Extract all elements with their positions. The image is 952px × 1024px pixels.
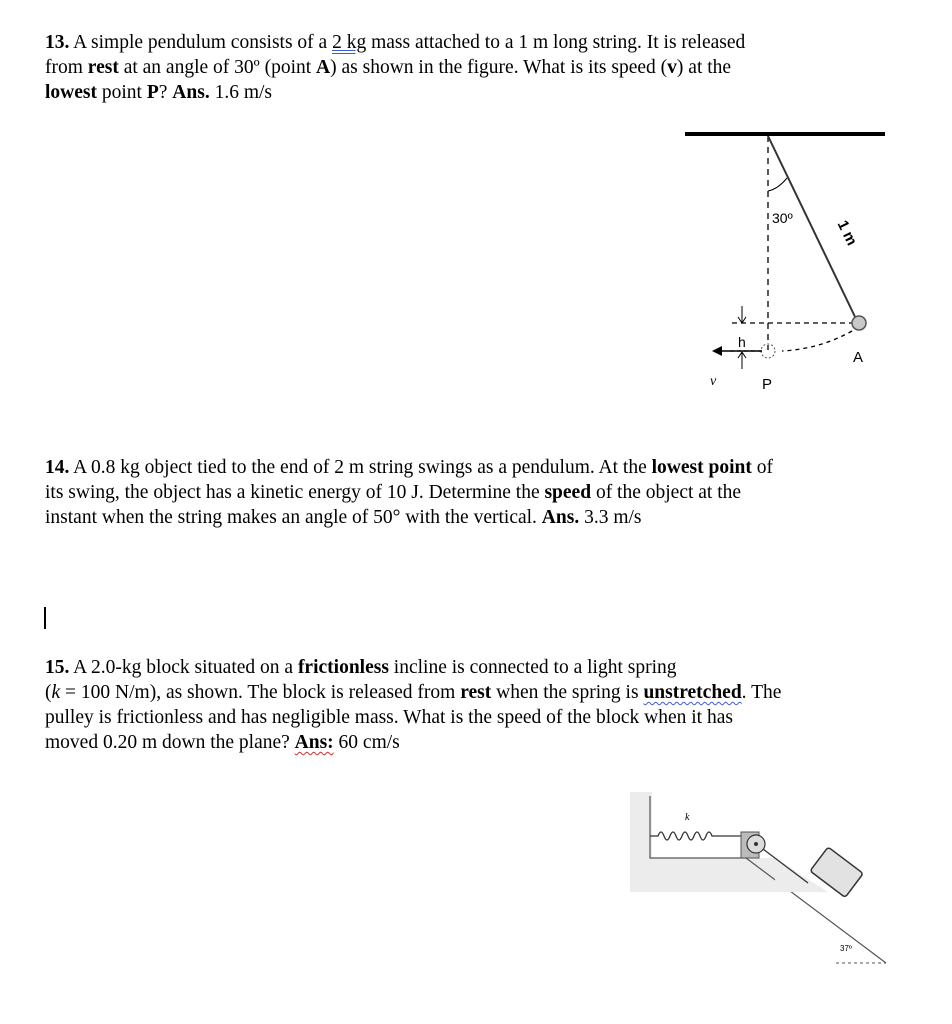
spring: [650, 832, 748, 840]
problem-14-text: of the object at the: [591, 482, 742, 503]
swing-path: [782, 331, 852, 351]
problem-13-text: ) at the: [676, 57, 732, 78]
problem-13-number: 13.: [45, 32, 70, 53]
problem-15-number: 15.: [45, 657, 70, 678]
problem-13-lowest: lowest: [45, 82, 97, 103]
problem-14-line-3: [45, 505, 773, 530]
problem-15-text: pulley is frictionless and has negligible mass. What is the speed of the block when it has: [45, 707, 733, 728]
spring-label: k: [685, 812, 690, 823]
problem-15-rest: rest: [460, 682, 492, 703]
problem-15-text: . The: [741, 682, 782, 703]
angle-arc: [768, 178, 787, 191]
problem-13-text: A simple pendulum consists of a: [69, 32, 333, 53]
problem-15-line-2: [45, 680, 781, 705]
problem-13-point-p: P: [146, 82, 159, 103]
problem-15-unstretched: unstretched: [643, 682, 742, 703]
problem-15-line-3: [45, 705, 781, 730]
problem-14-text: instant when the string makes an angle of 50° with the vertical.: [45, 507, 542, 528]
problem-13-text: mass attached to a 1 m long string. It is released: [366, 32, 746, 53]
problem-13-mass: 2 kg: [332, 32, 367, 53]
problem-14-line-2: [45, 480, 773, 505]
problem-13-answer-label: Ans.: [172, 82, 210, 103]
problem-13-text: point: [97, 82, 147, 103]
problem-15-k: k: [51, 682, 61, 703]
point-a-label: A: [853, 349, 864, 366]
wall-outline: [650, 796, 746, 858]
velocity-arrowhead: [712, 346, 722, 356]
velocity-label: v: [710, 374, 717, 389]
problem-13-rest: rest: [87, 57, 119, 78]
problem-15-text: when the spring is: [491, 682, 644, 703]
problem-14-answer-label: Ans.: [541, 507, 580, 528]
problem-13-text: at an angle of 30º (point: [118, 57, 317, 78]
angle-label: 30º: [772, 210, 793, 226]
pendulum-figure: [680, 125, 890, 405]
problem-13-line-3: [45, 80, 745, 105]
problem-13-line-2: [45, 55, 745, 80]
problem-13-text: ) as shown in the figure. What is its speed (: [330, 57, 668, 78]
incline-figure: [628, 788, 890, 973]
problem-13-point-a: A: [316, 57, 331, 78]
problem-13-answer: 1.6 m/s: [209, 82, 273, 103]
problem-14-lowest-point: lowest point: [651, 457, 752, 478]
problem-13-line-1: [45, 30, 745, 55]
problem-15-text: A 2.0-kg block situated on a: [69, 657, 298, 678]
problem-15-line-4: [45, 730, 781, 755]
height-label: h: [738, 334, 746, 350]
bob-at-a: [852, 316, 866, 330]
problem-14: [45, 455, 773, 530]
problem-14-line-1: [45, 455, 773, 480]
problem-15-line-1: [45, 655, 781, 680]
problem-15: [45, 655, 781, 755]
problem-14-text: its swing, the object has a kinetic energy of 10 J. Determine the: [45, 482, 545, 503]
problem-15-text: (: [45, 682, 52, 703]
problem-13-v: v: [667, 57, 677, 78]
angle-label-37: 37º: [840, 944, 852, 953]
problem-15-frictionless: frictionless: [297, 657, 389, 678]
point-p-label: P: [762, 376, 773, 393]
problem-15-answer: 60 cm/s: [333, 732, 400, 753]
problem-14-number: 14.: [45, 457, 70, 478]
problem-14-text: of: [751, 457, 773, 478]
ceiling-bar: [685, 132, 885, 136]
length-label: 1 m: [833, 217, 861, 249]
problem-13-text: ?: [158, 82, 173, 103]
problem-14-text: A 0.8 kg object tied to the end of 2 m string swings as a pendulum. At the: [69, 457, 652, 478]
pulley-axle: [754, 842, 758, 846]
problem-13: [45, 30, 745, 105]
problem-15-text: moved 0.20 m down the plane?: [45, 732, 295, 753]
problem-14-speed: speed: [544, 482, 592, 503]
problem-14-answer: 3.3 m/s: [579, 507, 642, 528]
problem-15-text: = 100 N/m), as shown. The block is released from: [60, 682, 461, 703]
problem-15-text: incline is connected to a light spring: [388, 657, 677, 678]
text-cursor[interactable]: [44, 607, 46, 629]
problem-13-text: from: [45, 57, 88, 78]
problem-15-answer-label: Ans:: [294, 732, 334, 753]
